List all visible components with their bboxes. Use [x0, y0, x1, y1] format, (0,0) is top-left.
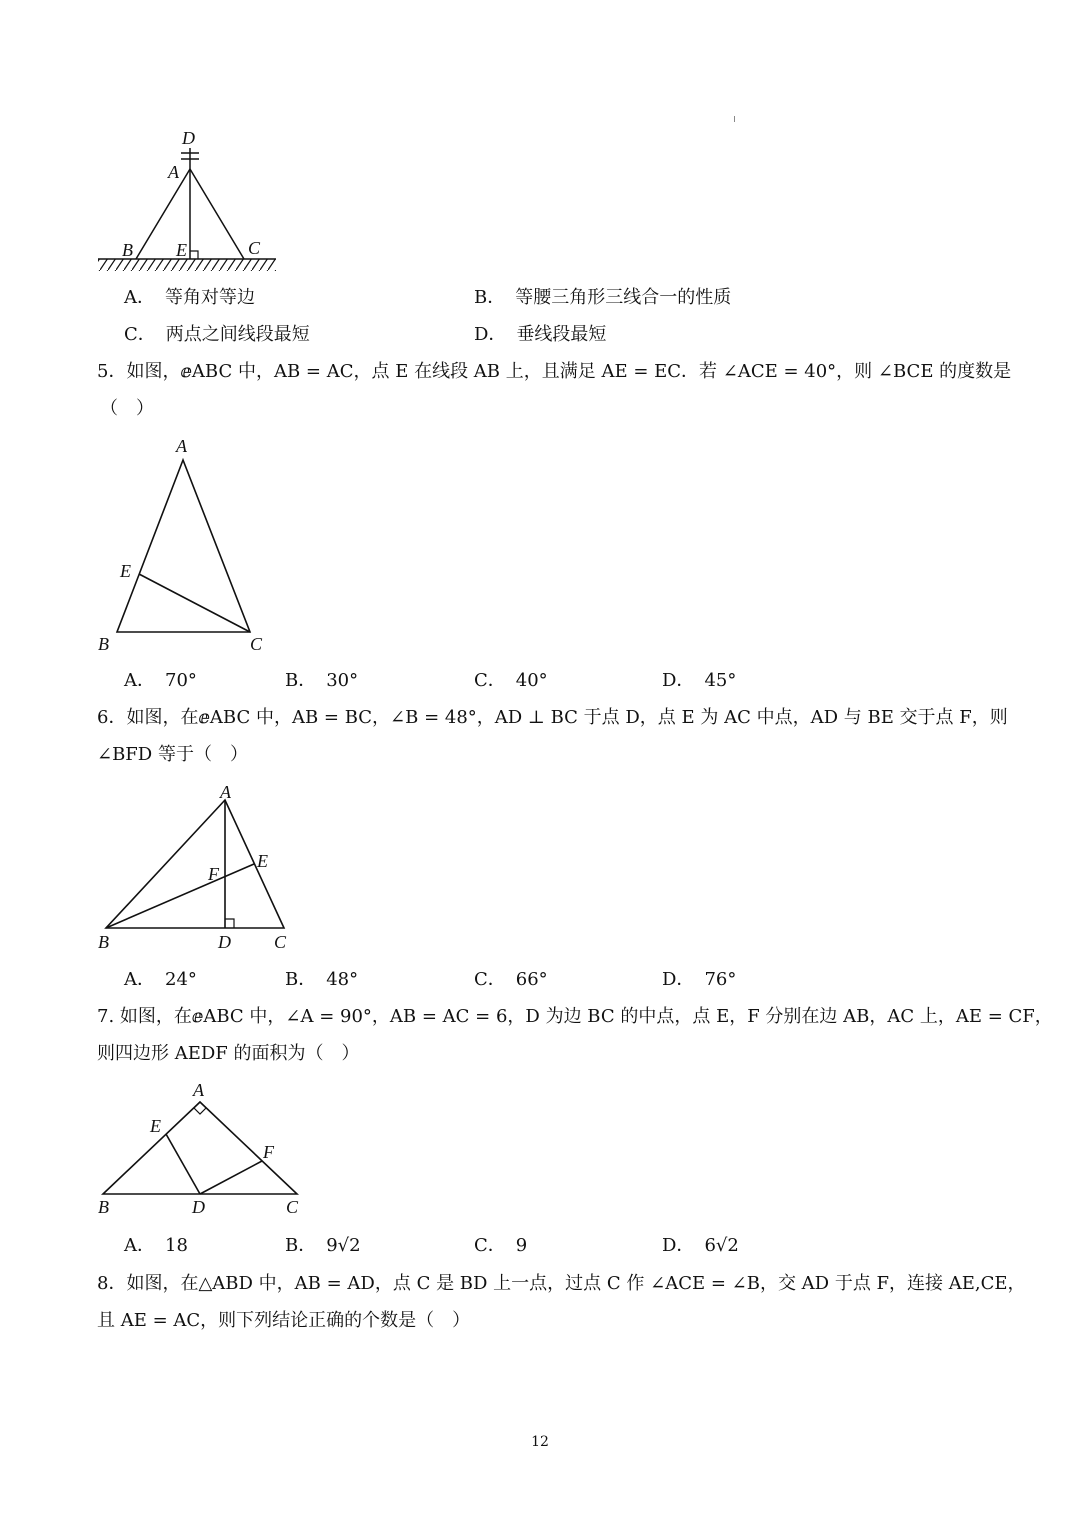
q4-label-b: B — [122, 240, 133, 260]
q6-option-a: A． 24° — [124, 969, 197, 990]
q4-label-e: E — [176, 240, 187, 260]
q4-option-b: B． 等腰三角形三线合一的性质 — [474, 287, 732, 308]
q6-stem-line2: ∠BFD 等于（ ） — [97, 744, 248, 765]
q7-label-c: C — [286, 1197, 299, 1217]
q7-right-angle-mark — [194, 1102, 206, 1114]
q6-option-c: C． 66° — [474, 969, 548, 990]
q6-label-e: E — [257, 851, 268, 871]
q7-segment-ed — [166, 1134, 200, 1194]
q7-label-f: F — [263, 1142, 274, 1162]
q7-figure — [92, 1078, 312, 1220]
q5-segment-ec — [139, 574, 250, 632]
q5-option-d: D． 45° — [662, 670, 737, 691]
q5-label-e: E — [120, 561, 131, 581]
q4-option-c: C． 两点之间线段最短 — [124, 324, 310, 345]
scan-mark — [734, 116, 735, 122]
page-number: 12 — [531, 1434, 549, 1450]
segment-ac — [190, 169, 244, 259]
q6-right-angle-mark — [225, 919, 234, 928]
q5-label-a: A — [176, 436, 187, 456]
q6-label-f: F — [208, 864, 219, 884]
q4-label-d: D — [182, 128, 195, 148]
q5-stem-line2: （ ） — [100, 398, 154, 419]
q6-label-b: B — [98, 932, 109, 952]
q4-label-c: C — [248, 238, 261, 258]
q7-option-c: C． 9 — [474, 1235, 528, 1256]
q5-option-a: A． 70° — [124, 670, 197, 691]
right-angle-mark — [190, 251, 198, 259]
q7-option-a: A． 18 — [124, 1235, 188, 1256]
q7-label-a: A — [193, 1080, 204, 1100]
q7-label-b: B — [98, 1197, 109, 1217]
q5-label-c: C — [250, 634, 263, 654]
q7-option-b: B． 9√2 — [285, 1235, 361, 1256]
q6-option-b: B． 48° — [285, 969, 359, 990]
q7-segment-df — [200, 1161, 262, 1194]
q4-figure — [92, 126, 282, 276]
q5-triangle-abc — [117, 460, 250, 632]
q6-label-c: C — [274, 932, 287, 952]
q5-figure — [92, 432, 282, 658]
q5-stem-line1: 5．如图，ⅇABC 中，AB = AC，点 E 在线段 AB 上，且满足 AE = EC．若 ∠ACE = 40°，则 ∠BCE 的度数是 — [97, 361, 1012, 382]
ground-hatch — [98, 259, 276, 271]
q8-stem-line1: 8．如图，在△ABD 中，AB = AD，点 C 是 BD 上一点，过点 C 作 ∠ACE = ∠B，交 AD 于点 F，连接 AE,CE， — [97, 1273, 1026, 1294]
q7-stem-line2: 则四边形 AEDF 的面积为（ ） — [97, 1043, 360, 1064]
q7-label-d: D — [192, 1197, 205, 1217]
q4-option-a: A． 等角对等边 — [124, 287, 255, 308]
q6-stem-line1: 6．如图，在ⅇABC 中，AB = BC，∠B = 48°，AD ⊥ BC 于点 D，点 E 为 AC 中点，AD 与 BE 交于点 F，则 — [97, 707, 1008, 728]
q6-label-a: A — [220, 782, 231, 802]
q7-label-e: E — [150, 1116, 161, 1136]
q8-stem-line2: 且 AE = AC，则下列结论正确的个数是（ ） — [97, 1310, 471, 1331]
q6-option-d: D． 76° — [662, 969, 737, 990]
q5-option-b: B． 30° — [285, 670, 359, 691]
q7-option-d: D． 6√2 — [662, 1235, 739, 1256]
q4-label-a: A — [168, 162, 179, 182]
q5-label-b: B — [98, 634, 109, 654]
q7-stem-line1: 7. 如图，在ⅇABC 中，∠A = 90°，AB = AC = 6，D 为边 BC 的中点，点 E，F 分别在边 AB，AC 上，AE = CF， — [97, 1006, 1053, 1027]
q6-figure — [92, 780, 302, 954]
q4-option-d: D． 垂线段最短 — [474, 324, 607, 345]
q6-label-d: D — [218, 932, 231, 952]
q5-option-c: C． 40° — [474, 670, 548, 691]
